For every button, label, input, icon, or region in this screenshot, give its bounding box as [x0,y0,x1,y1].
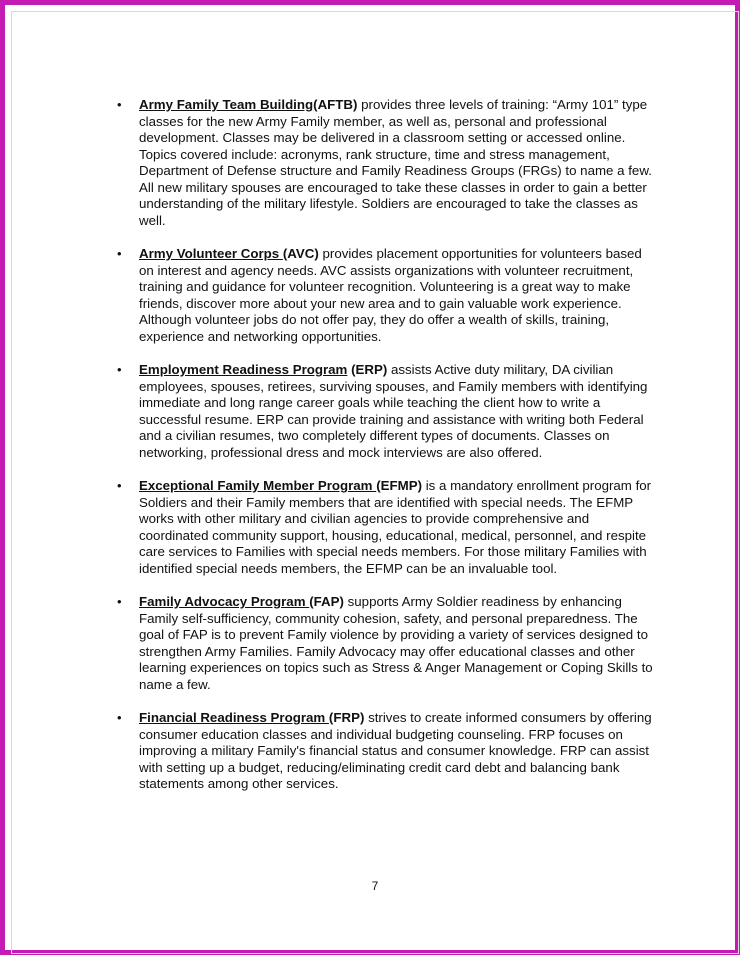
bullet-icon: • [117,97,122,112]
bullet-icon: • [117,246,122,261]
program-description: is a mandatory enrollment program for Soldiers and their Family members that are identified with special needs. The EFMP works with other military and civilian agencies to provide comprehensive and coordinated community support, housing, educational, medical, personnel, and respite care services to Families with special needs members. For those military Families with identified special needs members, the EFMP can be an invaluable tool. [139,478,652,576]
document-body [115,97,660,810]
list-item-frp [115,710,660,793]
program-abbreviation: (FRP) [328,710,365,725]
program-name: Financial Readiness Program [139,710,329,725]
program-description: assists Active duty military, DA civilian employees, spouses, retirees, surviving spouses, and Family members with identifying immediate and long range career goals while teaching the client how to write a successful resume. ERP can provide training and assistance with writing both Federal and a civilian resumes, two completely different types of documents. Classes on networking, professional dress and mock interviews are also offered. [139,362,648,460]
list-item-efmp [115,478,660,577]
program-name: Employment Readiness Program [139,362,348,377]
list-item-erp [115,362,660,461]
bullet-icon: • [117,478,122,493]
program-abbreviation: (AVC) [282,246,319,261]
page-number: 7 [371,879,379,893]
program-abbreviation: (FAP) [309,594,344,609]
program-abbreviation: (AFTB) [313,97,358,112]
program-description: strives to create informed consumers by offering consumer education classes and individual budgeting counseling. FRP focuses on improving a military Family's financial status and consumer knowledge. FRP can assist with setting up a budget, reducing/eliminating credit card debt and balancing bank statements among other services. [139,710,652,791]
program-name: Exceptional Family Member Program [139,478,377,493]
program-description: provides placement opportunities for volunteers based on interest and agency needs. AVC assists organizations with volunteer recruitment, training and guidance for volunteer recognition. Volunteering is a great way to make friends, discover more about your new area and to gain valuable work experience. Although volunteer jobs do not offer pay, they do offer a wealth of skills, training, experience and networking opportunities. [139,246,642,344]
bullet-icon: • [117,594,122,609]
program-name: Army Family Team Building [139,97,314,112]
bullet-icon: • [117,362,122,377]
bullet-icon: • [117,710,122,725]
program-name: Army Volunteer Corps [139,246,283,261]
list-item-aftb [115,97,660,229]
program-abbreviation: (EFMP) [376,478,422,493]
list-item-avc [115,246,660,345]
program-name: Family Advocacy Program [139,594,310,609]
program-list [115,97,660,793]
list-item-fap [115,594,660,693]
program-description: provides three levels of training: “Army 101” type classes for the new Army Family member, as well as, personal and professional development. Classes may be delivered in a classroom setting or accessed online. Topics covered include: acronyms, rank structure, time and stress management, Department of Defense structure and Family Readiness Groups (FRGs) to name a few. All new military spouses are encouraged to take these classes in order to gain a better understanding of the military lifestyle. Soldiers are encouraged to take the classes as well. [139,97,652,228]
program-abbreviation: (ERP) [347,362,388,377]
program-description: supports Army Soldier readiness by enhancing Family self-sufficiency, community cohesion, safety, and personal preparedness. The goal of FAP is to prevent Family violence by providing a variety of services designed to strengthen Army Families. Family Advocacy may offer educational classes and other learning experiences on topics such as Stress & Anger Management or Coping Skills to name a few. [139,594,653,692]
